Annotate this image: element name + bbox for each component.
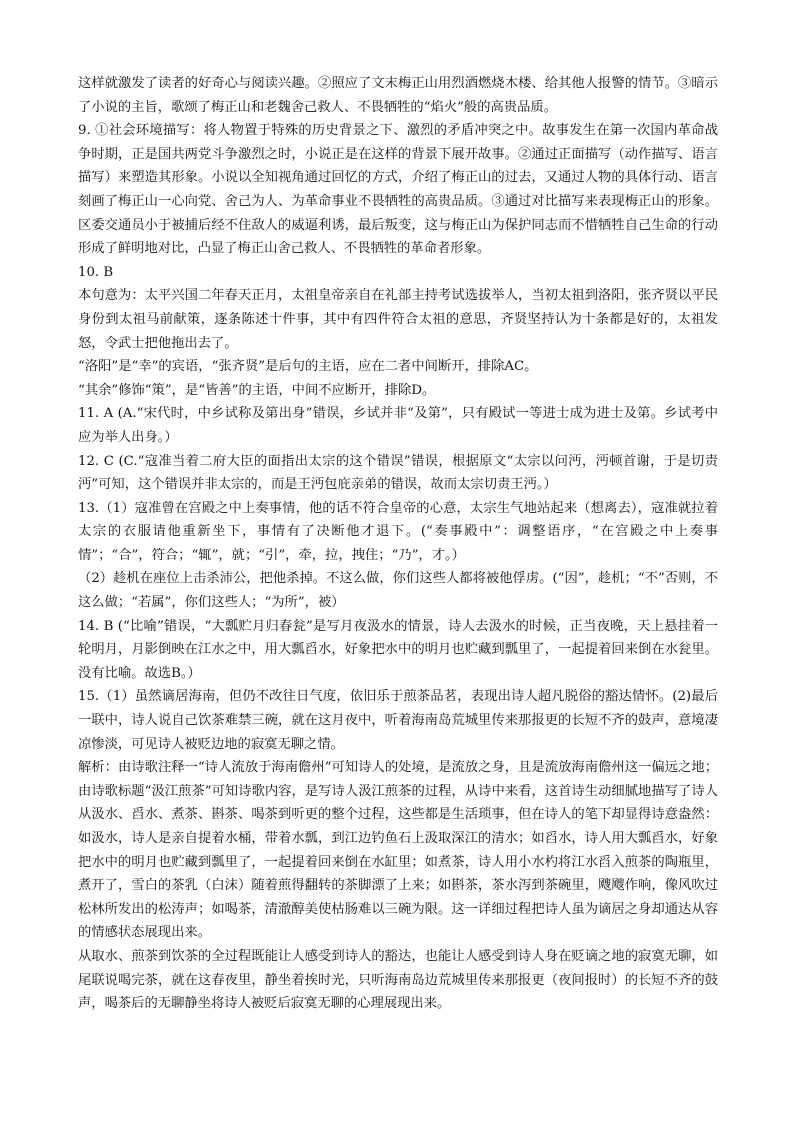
answer-11: 11. A (A.“宋代时，中乡试称及第出身”错误，乡试并非“及第”，只有殿试一等进士成为进士及第。乡试考中应为举人出身。）: [78, 406, 718, 445]
answer-10-translation: 本句意为：太平兴国二年春天正月，太祖皇帝亲自在礼部主持考试选拔举人，当初太祖到洛阳，张齐贤以平民身份到太祖马前献策，逐条陈述十件事，其中有四件符合太祖的意思，齐贤坚持认为十条都是好的，太祖发怒，令武士把他拖出去了。: [78, 288, 718, 351]
answer-10: 10. B: [78, 264, 114, 280]
answer-13-part-1: 13.（1）寇准曾在宫殿之中上奏事情，他的话不符合皇帝的心意，太宗生气地站起来（想离去），寇准就拉着太宗的衣服请他重新坐下，事情有了决断他才退下。(“奏事殿中”：调整语序，“在宫殿之中上奏事情”；“合”，符合；“辄”，就；“引”，牵，拉，拽住；“乃”，才。）: [78, 500, 718, 563]
document-body: [78, 72, 718, 1016]
answer-15: 15.（1）虽然谪居海南，但仍不改往日气度，依旧乐于煎茶品茗，表现出诗人超凡脱俗的豁达情怀。(2)最后一联中，诗人说自己饮茶难禁三碗，就在这月夜中，听着海南岛荒城里传来那报更的长短不齐的鼓声，意境凄凉惨淡，可见诗人被贬边地的寂寞无聊之情。: [78, 689, 718, 752]
answer-14: 14. B (“比喻”错误，“大瓢贮月归春瓮”是写月夜汲水的情景，诗人去汲水的时候，正当夜晚，天上悬挂着一轮明月，月影倒映在江水之中，用大瓢舀水，好象把水中的明月也贮藏到瓢里了，一起提着回来倒在水瓮里。没有比喻。故选B。）: [78, 618, 718, 681]
answer-12: 12. C (C.“寇准当着二府大臣的面指出太宗的这个错误”错误，根据原文“太宗以问沔，沔顿首谢，于是切责沔”可知，这个错误并非太宗的，而是王沔包庇亲弟的错误，故而太宗切责王沔。）: [78, 453, 718, 493]
answer-9: 9. ①社会环境描写：将人物置于特殊的历史背景之下、激烈的矛盾冲突之中。故事发生在第一次国内革命战争时期，正是国共两党斗争激烈之时，小说正是在这样的背景下展开故事。②通过正面描写（动作描写、语言描写）来塑造其形象。小说以全知视角通过回忆的方式，介绍了梅正山的过去，又通过人物的具体行动、语言刻画了梅正山一心向党、舍己为人、为革命事业不畏牺牲的高贵品质。③通过对比描写来表现梅正山的形象。区委交通员小于被捕后经不住敌人的威逼利诱，最后叛变，这与梅正山为保护同志而不惜牺牲自己生命的行动形成了鲜明地对比，凸显了梅正山舍己救人、不畏牺牲的革命者形象。: [78, 123, 718, 257]
answer-10-note-1: “洛阳”是“幸”的宾语，“张齐贤”是后句的主语，应在二者中间断开，排除AC。: [78, 359, 538, 375]
answer-15-analysis: 解析：由诗歌注释一“诗人流放于海南儋州”可知诗人的处境，是流放之身，且是流放海南儋州这一偏远之地；由诗歌标题“汲江煎茶”可知诗歌内容，是写诗人汲江煎茶的过程，从诗中来看，这首诗生动细腻地描写了诗人从汲水、舀水、煮茶、斟茶、喝茶到听更的整个过程，这些都是生活琐事，但在诗人的笔下却显得诗意盎然：如汲水，诗人是亲自提着水桶，带着水瓢，到江边钓鱼石上汲取深江的清水；如舀水，诗人用大瓢舀水，好象把水中的明月也贮藏到瓢里了，一起提着回来倒在水缸里；如煮茶，诗人用小水杓将江水舀入煎茶的陶瓶里，煮开了，雪白的茶乳（白沫）随着煎得翻转的茶脚漂了上来；如斟茶，茶水泻到茶碗里，飕飕作响，像风吹过松林所发出的松涛声；如喝茶，清澈醇美使枯肠难以三碗为限。这一详细过程把诗人虽为谪居之身却通达从容的情感状态展现出来。: [78, 760, 718, 941]
answer-8-continuation: 这样就激发了读者的好奇心与阅读兴趣。②照应了文末梅正山用烈酒燃烧木楼、给其他人报警的情节。③暗示了小说的主旨，歌颂了梅正山和老魏舍己救人、不畏牺牲的“焰火”般的高贵品质。: [78, 76, 718, 115]
answer-13-part-2: （2）趁机在座位上击杀沛公，把他杀掉。不这么做，你们这些人都将被他俘虏。(“因”，趁机；“不”否则，不这么做；“若属”，你们这些人；“为所”，被）: [78, 571, 718, 611]
answer-15-analysis-2: 从取水、煎茶到饮茶的全过程既能让人感受到诗人的豁达，也能让人感受到诗人身在贬谪之地的寂寞无聊，如尾联说喝完茶，就在这春夜里，静坐着挨时光，只听海南岛边荒城里传来那报更（夜间报时）的长短不齐的鼓声，喝茶后的无聊静坐将诗人被贬后寂寞无聊的心理展现出来。: [78, 948, 718, 1012]
answer-10-note-2: “其余”修饰“策”，是“皆善”的主语，中间不应断开，排除D。: [78, 382, 436, 398]
